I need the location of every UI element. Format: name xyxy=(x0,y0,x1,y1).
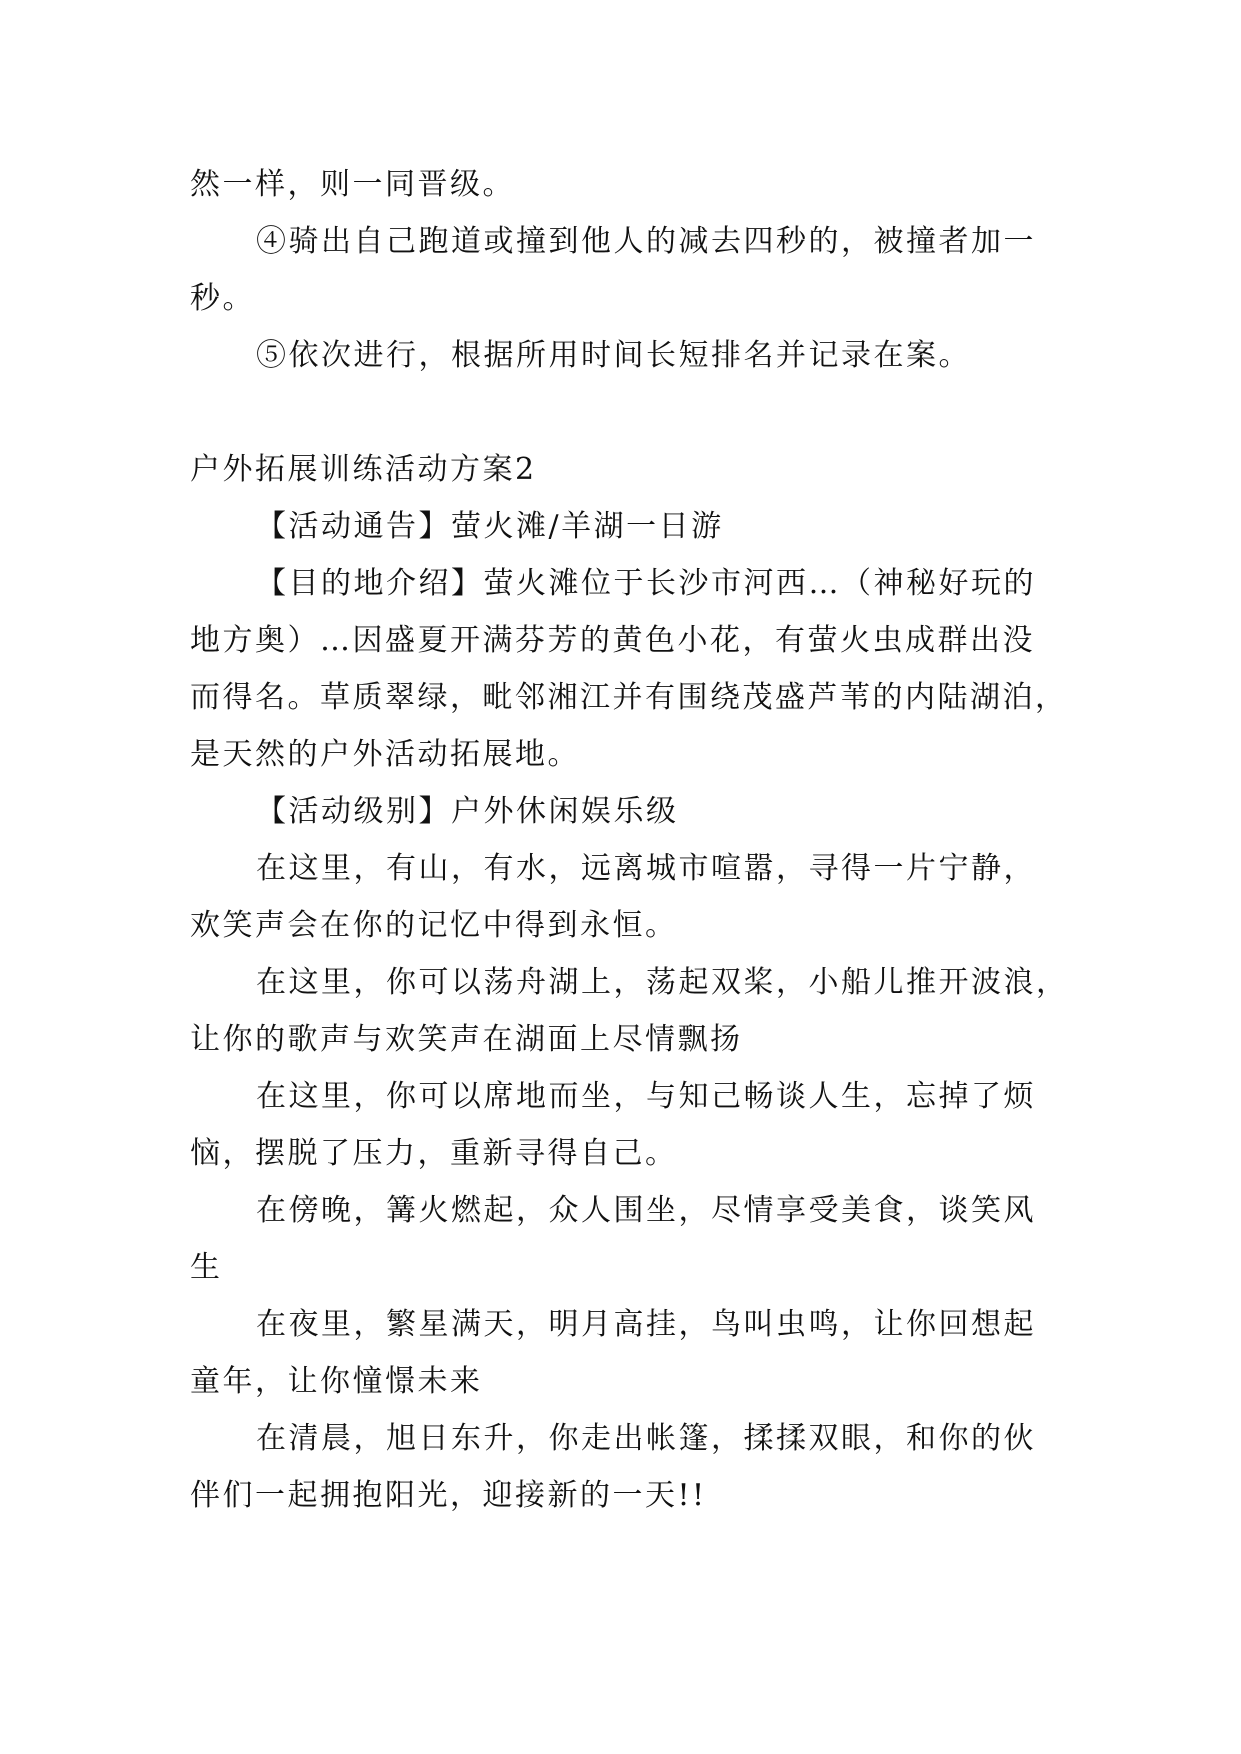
text-line: 让你的歌声与欢笑声在湖面上尽情飘扬 xyxy=(190,1022,743,1057)
text-line: 在傍晚，篝火燃起，众人围坐，尽情享受美食，谈笑风 xyxy=(256,1193,1036,1228)
text-line: 恼，摆脱了压力，重新寻得自己。 xyxy=(190,1136,678,1171)
text-line: 伴们一起拥抱阳光，迎接新的一天!! xyxy=(190,1478,707,1513)
text-line: 地方奥）…因盛夏开满芬芳的黄色小花，有萤火虫成群出没 xyxy=(190,623,1035,658)
text-line: 然一样，则一同晋级。 xyxy=(190,167,515,202)
text-line: 在夜里，繁星满天，明月高挂，鸟叫虫鸣，让你回想起 xyxy=(256,1307,1036,1342)
text-line: ④骑出自己跑道或撞到他人的减去四秒的，被撞者加一 xyxy=(256,224,1036,259)
text-line: 在这里，有山，有水，远离城市喧嚣，寻得一片宁静， xyxy=(256,851,1036,886)
text-line: 欢笑声会在你的记忆中得到永恒。 xyxy=(190,908,678,943)
text-line: 生 xyxy=(190,1250,223,1285)
section-title: 户外拓展训练活动方案2 xyxy=(190,452,537,487)
text-line: 在清晨，旭日东升，你走出帐篷，揉揉双眼，和你的伙 xyxy=(256,1421,1036,1456)
text-line: 【活动通告】萤火滩/羊湖一日游 xyxy=(256,509,724,544)
text-line: ⑤依次进行，根据所用时间长短排名并记录在案。 xyxy=(256,338,971,373)
text-line: 【目的地介绍】萤火滩位于长沙市河西…（神秘好玩的 xyxy=(256,566,1036,601)
text-line: 在这里，你可以荡舟湖上，荡起双桨，小船儿推开波浪， xyxy=(256,965,1069,1000)
text-line: 秒。 xyxy=(190,281,255,316)
text-line: 在这里，你可以席地而坐，与知己畅谈人生，忘掉了烦 xyxy=(256,1079,1036,1114)
text-line: 而得名。草质翠绿，毗邻湘江并有围绕茂盛芦苇的内陆湖泊， xyxy=(190,680,1068,715)
text-line: 是天然的户外活动拓展地。 xyxy=(190,737,580,772)
text-line: 【活动级别】户外休闲娱乐级 xyxy=(256,794,679,829)
text-line: 童年，让你憧憬未来 xyxy=(190,1364,483,1399)
